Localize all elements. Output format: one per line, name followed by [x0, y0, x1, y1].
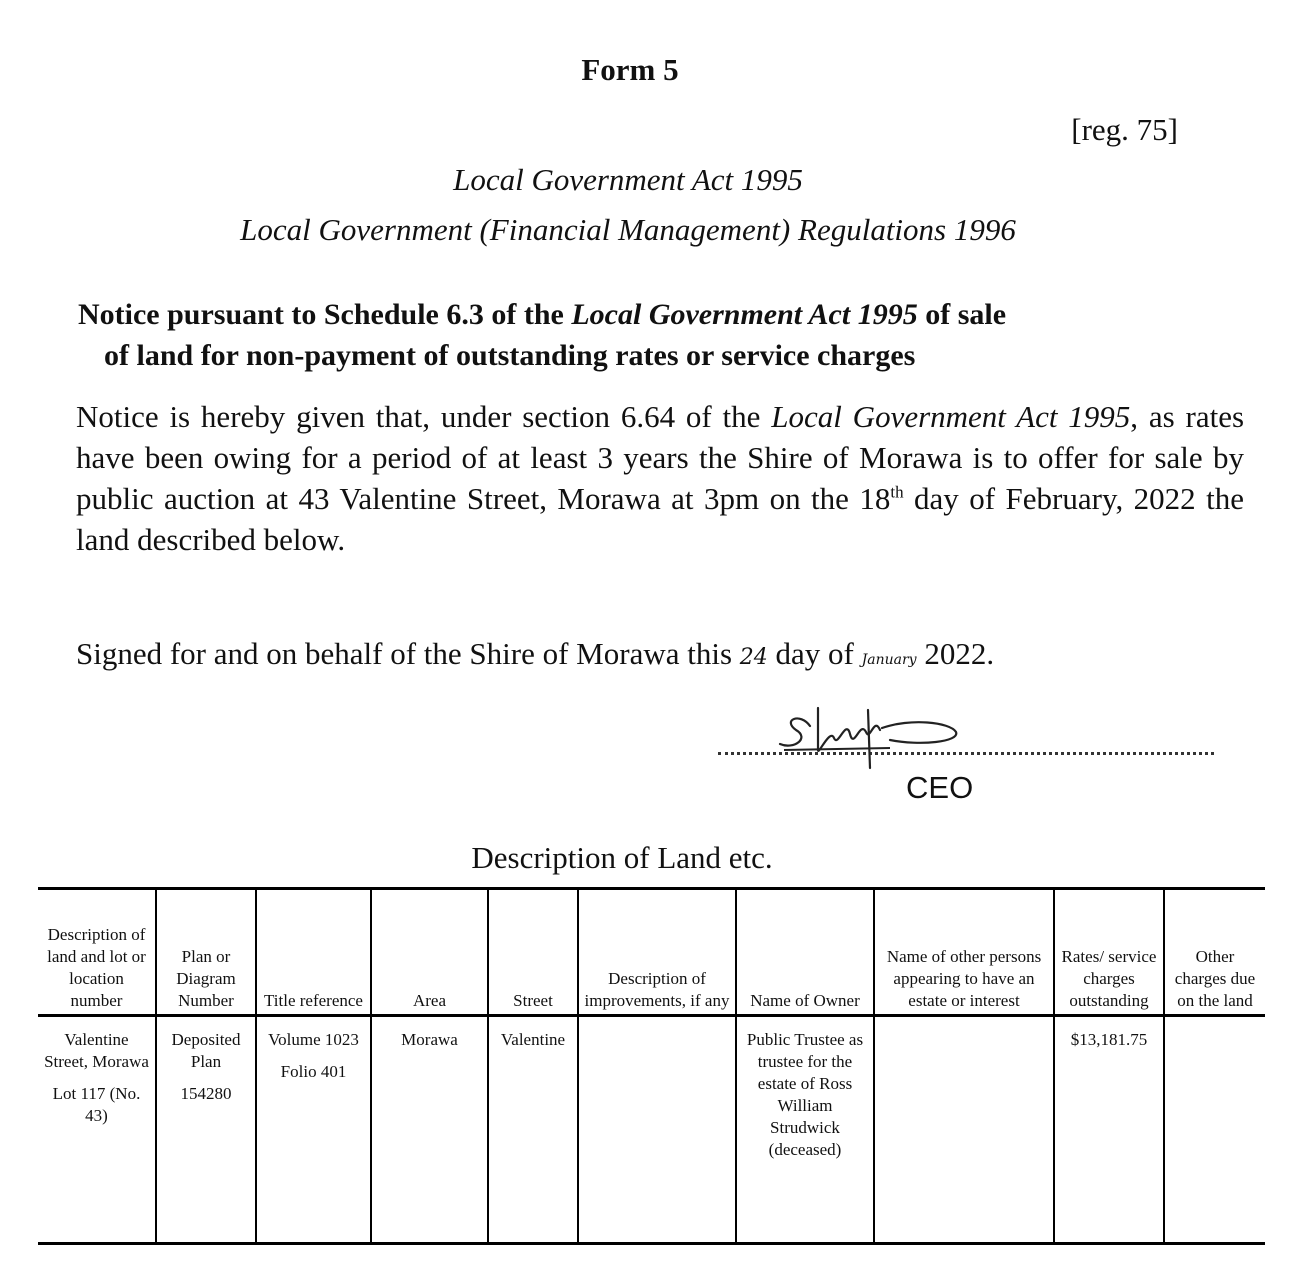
owner-cell: Public Trustee as trustee for the estate of Ross William Strudwick (deceased): [736, 1016, 874, 1244]
notice-heading-line-2: of land for non-payment of outstanding rates or service charges: [104, 339, 916, 372]
land-description-table: [38, 887, 1265, 1245]
plan-number-cell: Deposited Plan 154280: [156, 1016, 256, 1244]
column-header: Area: [371, 889, 488, 1016]
notice-heading-line-1: Notice pursuant to Schedule 6.3 of the Local Government Act 1995 of sale: [78, 298, 1007, 331]
handwritten-day: 24: [739, 645, 768, 670]
column-header: Rates/ service charges outstanding: [1054, 889, 1164, 1016]
rates-outstanding-cell: $13,181.75: [1054, 1016, 1164, 1244]
notice-paragraph: Notice is hereby given that, under section 6.64 of the Local Government Act 1995, as rates have been owing for a period of at least 3 years the Shire of Morawa is to offer for sale by public auction at 43 Valentine Street, Morawa at 3pm on the 18th day of February, 2022 the land described below.: [76, 399, 1245, 557]
table-title: Description of Land etc.: [471, 840, 773, 875]
column-header: Street: [488, 889, 578, 1016]
column-header: Plan or Diagram Number: [156, 889, 256, 1016]
title-reference-cell: Volume 1023 Folio 401: [256, 1016, 371, 1244]
column-header: Description of land and lot or location number: [38, 889, 156, 1016]
form-title: Form 5: [581, 52, 679, 87]
land-description-cell: Valentine Street, Morawa Lot 117 (No. 43): [44, 1030, 149, 1125]
table-header-row: [38, 889, 1265, 1016]
regulations-title: Local Government (Financial Management) Regulations 1996: [240, 212, 1016, 247]
ceo-signature: [770, 698, 970, 778]
act-title: Local Government Act 1995: [453, 162, 803, 197]
area-cell: Morawa: [371, 1016, 488, 1244]
other-charges-cell: [1164, 1016, 1265, 1244]
other-persons-cell: [874, 1016, 1054, 1244]
handwritten-month: January: [861, 652, 917, 668]
column-header: Name of other persons appearing to have an estate or interest: [874, 889, 1054, 1016]
column-header: Other charges due on the land: [1164, 889, 1265, 1016]
column-header: Name of Owner: [736, 889, 874, 1016]
street-cell: Valentine: [488, 1016, 578, 1244]
column-header: Title reference: [256, 889, 371, 1016]
notice-heading: [78, 294, 1218, 376]
table-row: [38, 1016, 1265, 1244]
signed-statement: Signed for and on behalf of the Shire of Morawa this 24 day of January 2022.: [76, 636, 995, 671]
ceo-label: CEO: [906, 770, 974, 805]
column-header: Description of improvements, if any: [578, 889, 736, 1016]
improvements-cell: [578, 1016, 736, 1244]
regulation-reference: [reg. 75]: [1071, 112, 1178, 147]
